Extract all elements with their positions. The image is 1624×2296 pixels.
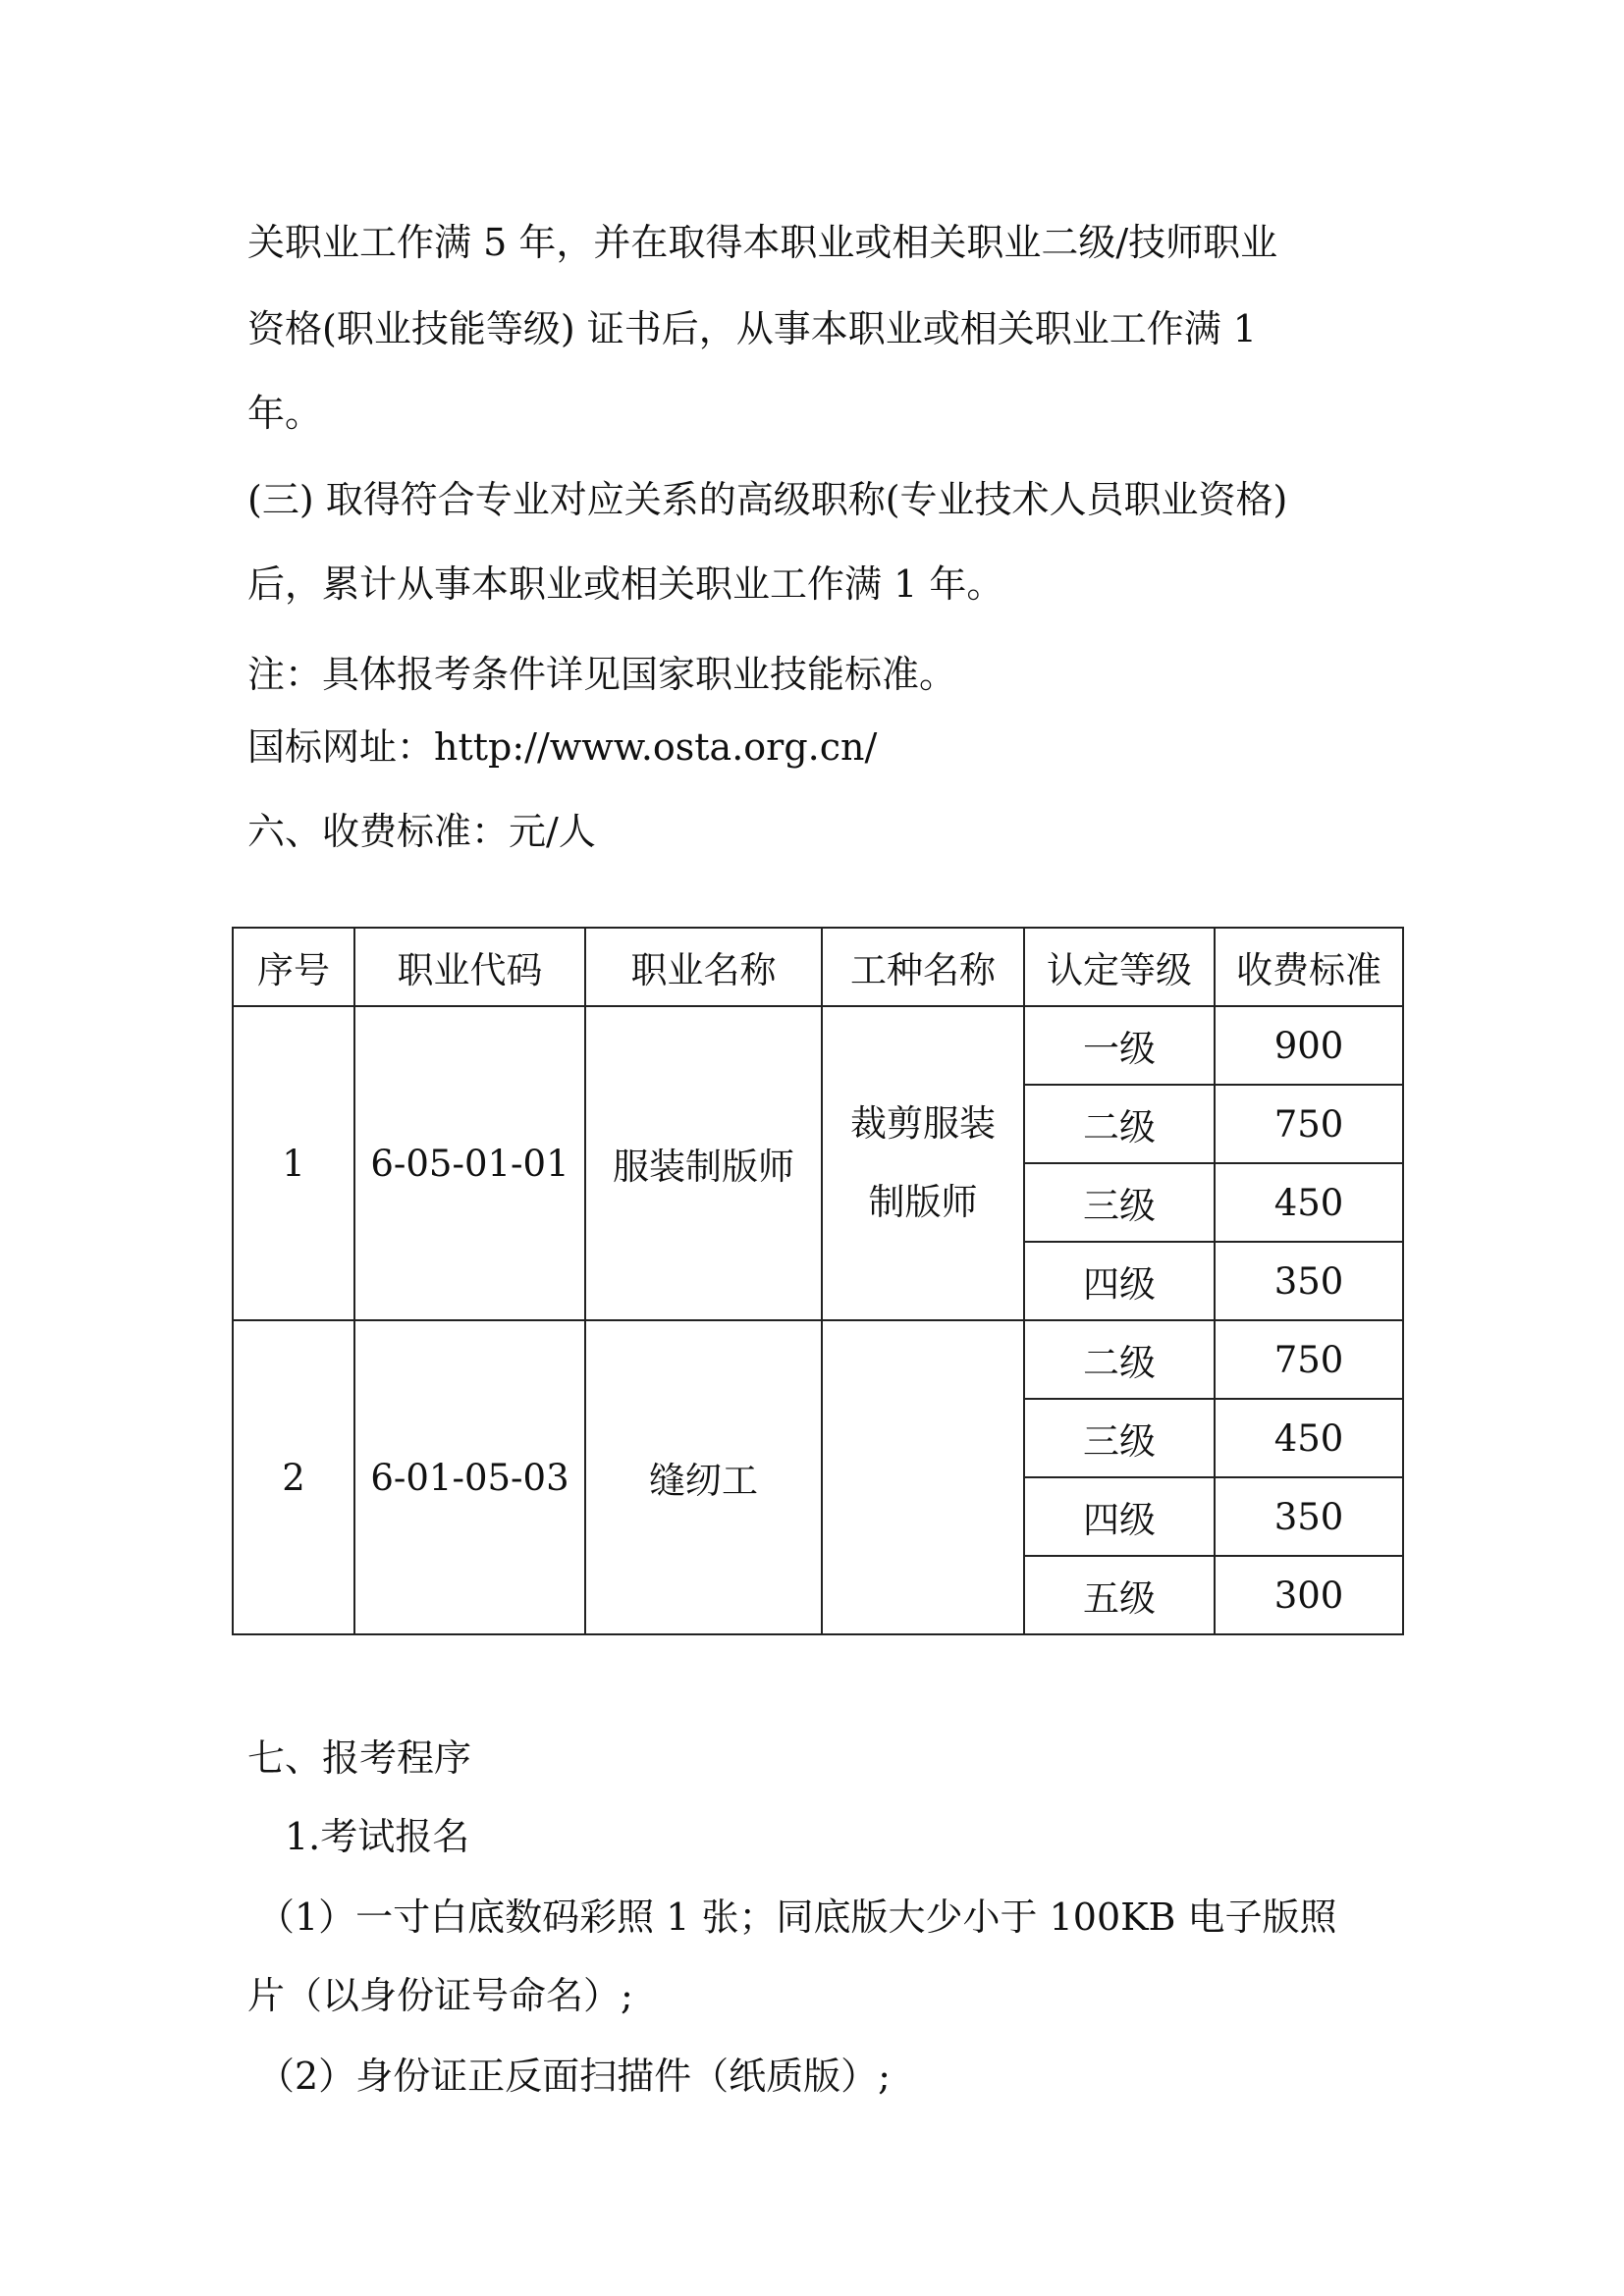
fee-cell: 750 [1215, 1085, 1403, 1163]
procedure-item: （1）一寸白底数码彩照 1 张；同底版大少小于 100KB 电子版照 [257, 1896, 1337, 1939]
occupation-name-cell: 缝纫工 [585, 1320, 822, 1634]
section-heading: 七、报考程序 [247, 1736, 472, 1780]
table-header-row [233, 928, 1403, 1006]
header-cell: 收费标准 [1215, 928, 1403, 1006]
occupation-name-cell: 服装制版师 [585, 1006, 822, 1320]
occupation-code-cell: 6-05-01-01 [354, 1006, 585, 1320]
level-cell: 二级 [1024, 1085, 1215, 1163]
level-cell: 一级 [1024, 1006, 1215, 1085]
fee-cell: 350 [1215, 1242, 1403, 1320]
level-cell: 五级 [1024, 1556, 1215, 1634]
table-row [233, 1006, 1403, 1085]
table-row [233, 1320, 1403, 1399]
note-line: 注：具体报考条件详见国家职业技能标准。 [247, 653, 957, 696]
paragraph-line: (三) 取得符合专业对应关系的高级职称(专业技术人员职业资格) [247, 478, 1288, 521]
procedure-item: （2）身份证正反面扫描件（纸质版）; [257, 2055, 891, 2098]
fee-cell: 450 [1215, 1163, 1403, 1242]
paragraph-line: 后，累计从事本职业或相关职业工作满 1 年。 [247, 562, 1004, 606]
paragraph-line: 关职业工作满 5 年，并在取得本职业或相关职业二级/技师职业 [247, 221, 1278, 264]
level-cell: 四级 [1024, 1242, 1215, 1320]
serial-cell: 1 [233, 1006, 354, 1320]
fee-cell: 900 [1215, 1006, 1403, 1085]
fee-cell: 450 [1215, 1399, 1403, 1477]
fee-table [232, 927, 1404, 1635]
level-cell: 三级 [1024, 1163, 1215, 1242]
header-cell: 职业名称 [585, 928, 822, 1006]
section-heading: 六、收费标准：元/人 [247, 810, 596, 853]
paragraph-line: 资格(职业技能等级) 证书后，从事本职业或相关职业工作满 1 [247, 307, 1257, 350]
header-cell: 职业代码 [354, 928, 585, 1006]
work-type-cell [822, 1320, 1024, 1634]
step-heading: 1.考试报名 [285, 1815, 470, 1858]
procedure-item: 片（以身份证号命名）; [247, 1974, 633, 2017]
level-cell: 四级 [1024, 1477, 1215, 1556]
website-line: 国标网址：http://www.osta.org.cn/ [247, 725, 878, 769]
level-cell: 三级 [1024, 1399, 1215, 1477]
work-type-cell [822, 1006, 1024, 1320]
fee-cell: 300 [1215, 1556, 1403, 1634]
header-cell: 认定等级 [1024, 928, 1215, 1006]
occupation-code-cell: 6-01-05-03 [354, 1320, 585, 1634]
header-cell: 工种名称 [822, 928, 1024, 1006]
paragraph-line: 年。 [247, 392, 323, 435]
level-cell: 二级 [1024, 1320, 1215, 1399]
serial-cell: 2 [233, 1320, 354, 1634]
fee-cell: 350 [1215, 1477, 1403, 1556]
work-type-text: 裁剪服装 制版师 [850, 1102, 996, 1223]
fee-cell: 750 [1215, 1320, 1403, 1399]
header-cell: 序号 [233, 928, 354, 1006]
